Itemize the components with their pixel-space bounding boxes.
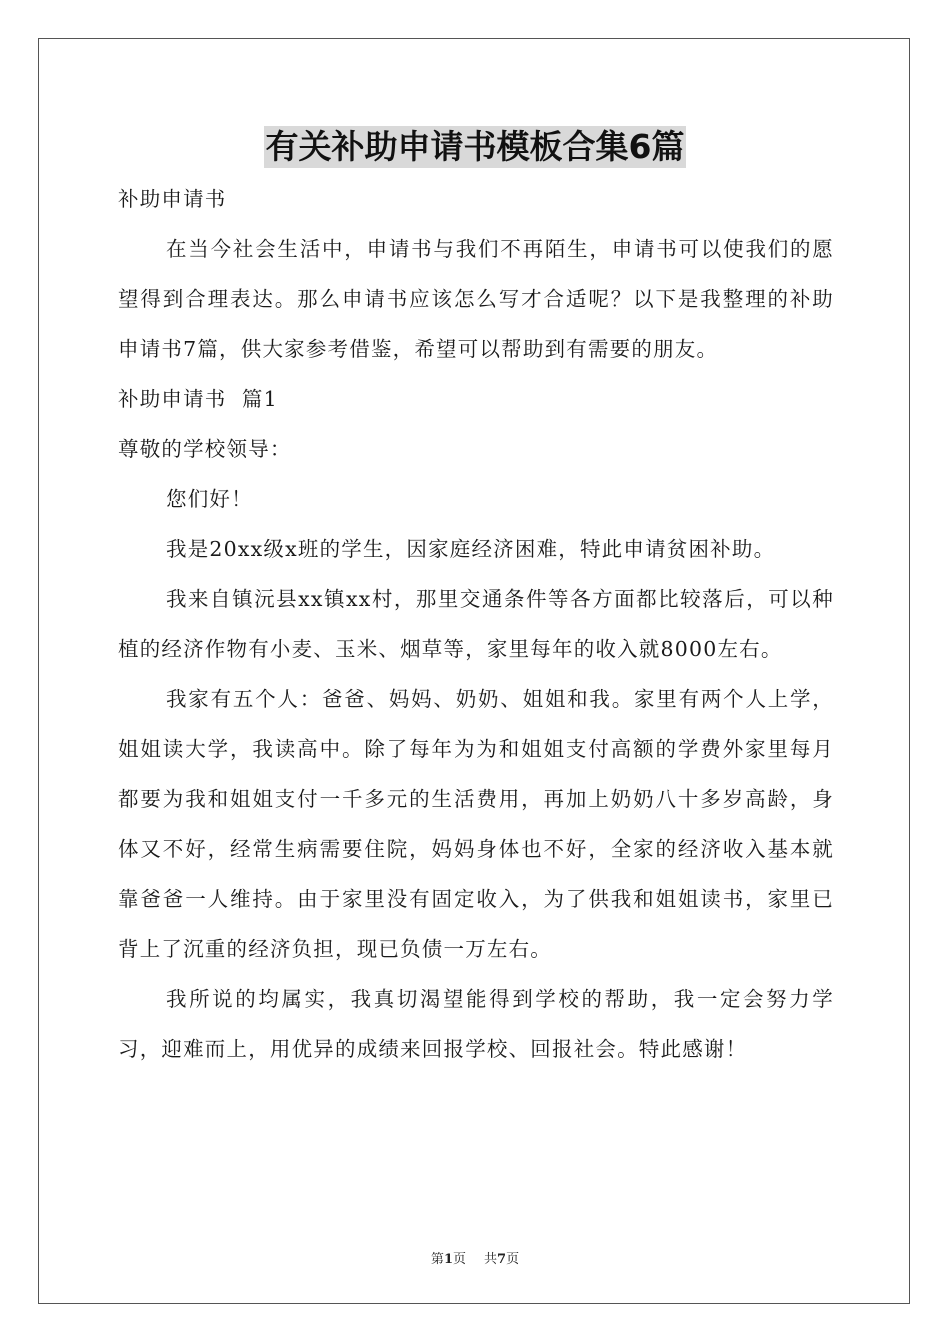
page-prefix: 第 [430, 1252, 444, 1267]
paragraph: 我是20xx级x班的学生，因家庭经济困难，特此申请贫困补助。 [166, 537, 776, 561]
document-title: 有关补助申请书模板合集6篇 [265, 127, 685, 166]
page-current: 1 [443, 1252, 453, 1267]
paragraph: 我所说的均属实，我真切渴望能得到学校的帮助，我一定会努力学习，迎难而上，用优异的成绩来回报学校、回报社会。特此感谢！ [118, 987, 834, 1061]
page-suffix: 页 [452, 1252, 466, 1267]
paragraph: 补助申请书 [118, 187, 227, 211]
document-body [118, 174, 834, 1074]
paragraph: 我家有五个人：爸爸、妈妈、奶奶、姐姐和我。家里有两个人上学，姐姐读大学，我读高中。除了每年为为和姐姐支付高额的学费外家里每月都要为我和姐姐支付一千多元的生活费用，再加上奶奶八十多岁高龄，身体又不好，经常生病需要住院，妈妈身体也不好，全家的经济收入基本就靠爸爸一人维持。由于家里没有固定收入，为了供我和姐姐读书，家里已背上了沉重的经济负担，现已负债一万左右。 [118, 687, 834, 961]
paragraph: 我来自镇沅县xx镇xx村，那里交通条件等各方面都比较落后，可以种植的经济作物有小麦、玉米、烟草等，家里每年的收入就8000左右。 [118, 587, 834, 661]
total-suffix: 页 [506, 1252, 520, 1267]
title-wrapper [0, 126, 950, 168]
paragraph: 在当今社会生活中，申请书与我们不再陌生，申请书可以使我们的愿望得到合理表达。那么申请书应该怎么写才合适呢？以下是我整理的补助申请书7篇，供大家参考借鉴，希望可以帮助到有需要的朋友。 [118, 237, 834, 361]
page-total: 7 [497, 1252, 507, 1267]
greeting: 您们好！ [166, 487, 253, 511]
salutation: 尊敬的学校领导： [118, 437, 292, 461]
total-prefix: 共 [484, 1252, 498, 1267]
page-footer [0, 1248, 950, 1267]
section-heading: 补助申请书 篇1 [118, 387, 278, 411]
